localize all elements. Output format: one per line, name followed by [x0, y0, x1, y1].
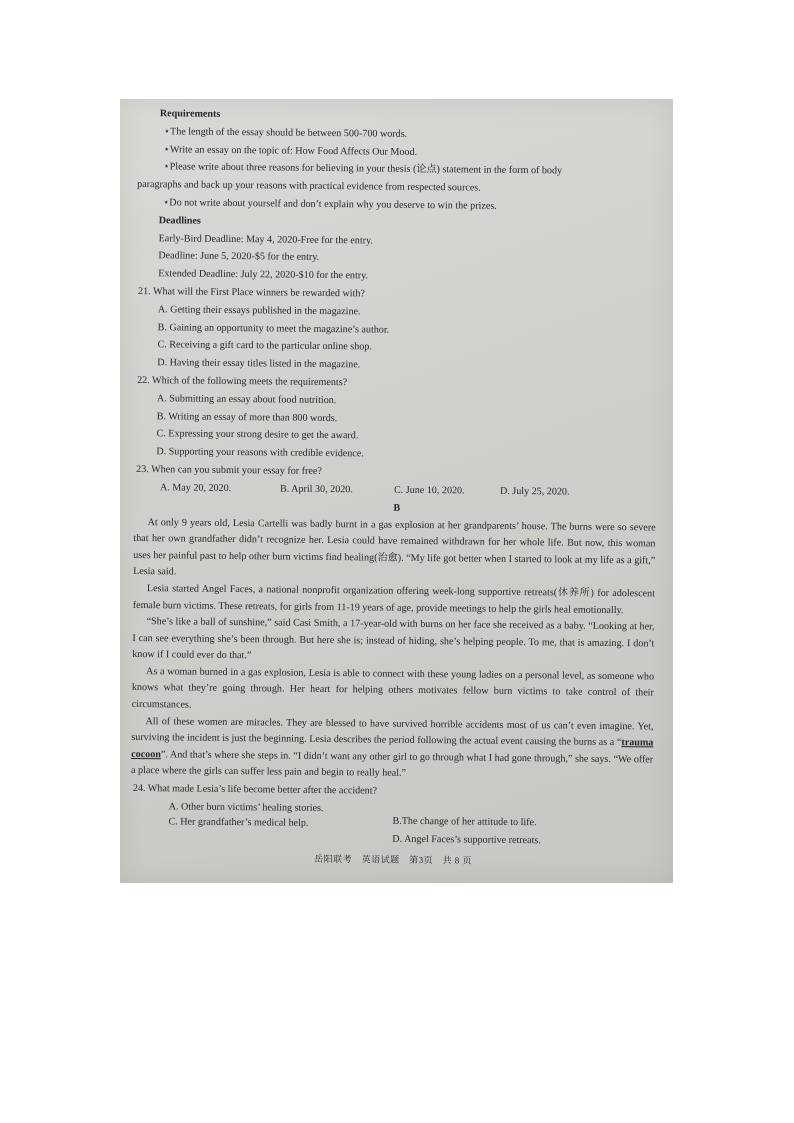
deadline-item: Extended Deadline: July 22, 2020-$10 for the entry.	[158, 268, 369, 282]
option-21b: B. Gaining an opportunity to meet the magazine’s author.	[157, 321, 390, 336]
option-24c: C. Her grandfather’s medical help.	[168, 816, 309, 829]
option-22b: B. Writing an essay of more than 800 words.	[156, 410, 338, 424]
requirements-heading: Requirements	[159, 108, 221, 120]
option-22a: A. Submitting an essay about food nutrition.	[156, 392, 337, 406]
option-22c: C. Expressing your strong desire to get the award.	[156, 428, 359, 442]
option-21a: A. Getting their essays published in the magazine.	[157, 303, 361, 318]
option-24a: A. Other burn victims’ healing stories.	[168, 801, 324, 814]
option-23c: C. June 10, 2020.	[393, 484, 465, 497]
option-24b: B.The change of her attitude to life.	[392, 815, 537, 829]
option-24d: D. Angel Faces’s supportive retreats.	[392, 833, 541, 847]
requirement-item: ⋆The length of the essay should be between 500-700 words.	[163, 126, 408, 140]
document-photo	[120, 99, 673, 883]
question-24-stem: 24. What made Lesia’s life become better after the accident?	[132, 783, 378, 797]
question-21-stem: 21. What will the First Place winners be rewarded with?	[137, 285, 365, 300]
star-icon: ⋆	[163, 143, 170, 155]
passage-paragraph-1: At only 9 years old, Lesia Cartelli was badly burnt in a gas explosion at her grandparents’ house. The burns were so severe that her own grandfather didn’t recognize her. Lesia could have remained withdrawn for her whole life. But now, this woman uses her painful past to help other burn victims find healing(治愈). “My life got better when I started to look at my life as a gift,” Lesia said.	[133, 516, 656, 578]
passage-paragraph-3: “She’s like a ball of sunshine,” said Casi Smith, a 17-year-old with burns on her face she received as a baby. “Looking at her, I can see everything she’s been through. But here she is; instead of hiding, she’s helping people. To me, that is amazing. I don’t know if I could ever do that.”	[132, 616, 655, 662]
passage-paragraph-2: Lesia started Angel Faces, a national nonprofit organization offering week-long supportive retreats(休养所) for adolescent female burn victims. These retreats, for girls from 11-19 years of age, provide meetings to help the girls heal emotionally.	[132, 583, 655, 616]
option-21d: D. Having their essay titles listed in the magazine.	[157, 357, 361, 371]
requirement-continuation: paragraphs and back up your reasons with practical evidence from respected sources.	[137, 179, 481, 194]
requirement-item: ⋆Do not write about yourself and don’t explain why you deserve to win the prizes.	[162, 197, 497, 212]
star-icon: ⋆	[163, 126, 171, 138]
star-icon: ⋆	[163, 161, 170, 173]
requirement-item: ⋆Please write about three reasons for believing in your thesis (论点) statement in the form of body	[163, 161, 563, 177]
option-23d: D. July 25, 2020.	[499, 485, 570, 498]
passage-paragraph-4: As a woman burned in a gas explosion, Lesia is able to connect with these young ladies on a personal level, as someone who knows what they’re going through. Her heart for helping others motivates fellow burn victims to take control of their circumstances.	[131, 665, 655, 711]
option-23a: A. May 20, 2020.	[159, 481, 232, 494]
option-21c: C. Receiving a gift card to the particular online shop.	[157, 339, 372, 353]
question-23-stem: 23. When can you submit your essay for free?	[136, 463, 322, 477]
section-b-label: B	[393, 502, 401, 514]
passage-paragraph-5: All of these women are miracles. They are blessed to have survived horrible accidents most of us can’t even imagine. Yet, surviving the incident is just the beginning. Lesia describes the period following the actual event causing the burns as a “trauma cocoon”. And that’s where she steps in. “I didn’t want any other girl to go through what I had gone through,” she says. “We offer a place where the girls can suffer less pain and begin to really heal.”	[130, 715, 654, 780]
deadline-item: Deadline: June 5, 2020-$5 for the entry.	[158, 250, 320, 264]
option-22d: D. Supporting your reasons with credible evidence.	[156, 446, 364, 460]
question-22-stem: 22. Which of the following meets the requirements?	[137, 374, 348, 389]
star-icon: ⋆	[162, 197, 170, 209]
deadline-item: Early-Bird Deadline: May 4, 2020-Free for the entry.	[158, 232, 373, 247]
deadlines-heading: Deadlines	[158, 215, 201, 227]
option-23b: B. April 30, 2020.	[279, 483, 353, 496]
trauma-cocoon-term: trauma cocoon	[131, 737, 654, 761]
requirement-item: ⋆Write an essay on the topic of: How Food Affects Our Mood.	[163, 143, 418, 158]
exam-page	[130, 105, 664, 872]
page-footer: 岳阳联考 英语试题 第3页 共 8 页	[314, 853, 473, 866]
